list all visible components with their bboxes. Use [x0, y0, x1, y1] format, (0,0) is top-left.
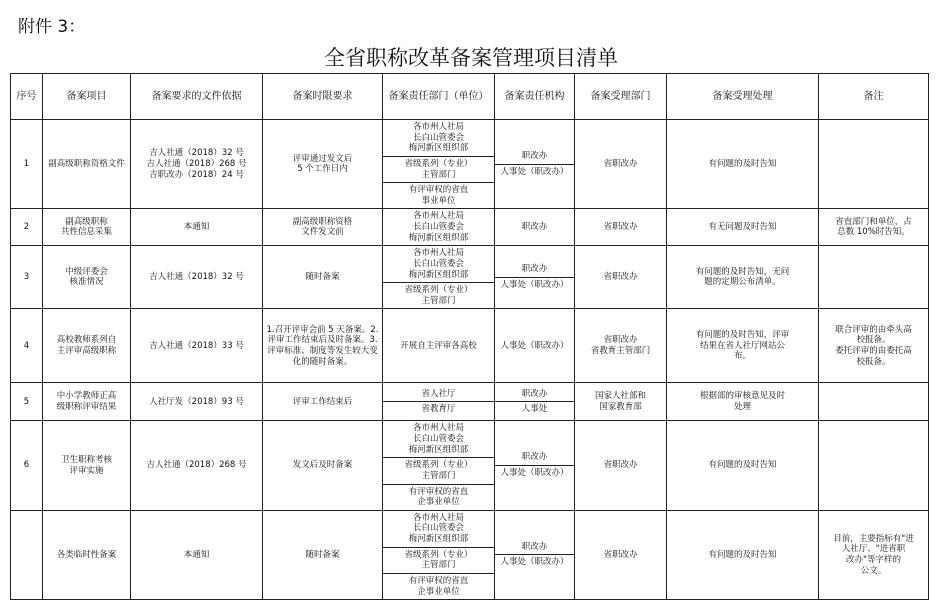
cell-basis: 本通知: [131, 510, 263, 599]
cell-dept-entry: 省级系列（专业） 主管部门: [383, 457, 494, 483]
cell-note: [819, 383, 929, 421]
cell-org-entry: 职改办: [521, 452, 548, 463]
cell-handle: 有问题的及时告知: [667, 421, 819, 510]
cell-note: [819, 421, 929, 510]
cell-deadline: 评审工作结束后: [263, 383, 383, 421]
cell-no: 5: [11, 383, 43, 421]
cell-dept: [383, 383, 495, 421]
table-body: [11, 120, 929, 600]
cell-dept-entry: 各市州人社局 长白山管委会 梅河新区组织部: [408, 122, 469, 154]
cell-note: [819, 246, 929, 309]
cell-org: [495, 383, 575, 421]
cell-org-entry: 职改办: [521, 264, 548, 275]
cell-handle: 有问题的及时告知，无问 题的定期公布清单。: [667, 246, 819, 309]
table-row: [11, 120, 929, 209]
cell-handle: 有问题的及时告知，评审 结果在省人社厅网站公 布。: [667, 309, 819, 383]
cell-no: [11, 510, 43, 599]
cell-no: 4: [11, 309, 43, 383]
cell-dept-entry: 开展自主评审各高校: [400, 340, 477, 351]
cell-dept-entry: 各市州人社局 长白山管委会 梅河新区组织部: [408, 423, 469, 455]
cell-org-entry: 人事处（职改办）: [500, 340, 569, 351]
table-row: [11, 510, 929, 599]
header-row: [11, 74, 929, 120]
cell-dept: [383, 120, 495, 209]
cell-org: [495, 309, 575, 383]
cell-dept-entry: 有评审权的省直 企事业单位: [383, 573, 494, 599]
cell-no: 1: [11, 120, 43, 209]
cell-deadline: 1.召开评审会前 5 天备案。2.评审工作结束后及时备案。3.评审标准、制度等发生较大变化的随时备案。: [263, 309, 383, 383]
col-header-item: 备案项目: [43, 74, 131, 120]
cell-dept-entry: 各市州人社局 长白山管委会 梅河新区组织部: [408, 512, 469, 544]
cell-dept: [383, 309, 495, 383]
cell-org-entry: 职改办: [521, 541, 548, 552]
cell-dept-entry: 有评审权的省直 企事业单位: [383, 484, 494, 510]
cell-org-entry: 职改办: [521, 388, 548, 399]
cell-basis: 吉人社通（2018）32 号 吉人社通（2018）268 号 吉职改办（2018）24 号: [131, 120, 263, 209]
cell-dept-entry: 有评审权的省直 事业单位: [383, 182, 494, 208]
cell-org-entry: 人事处（职改办）: [495, 465, 574, 481]
cell-note: 目前，主要指标有"进 人社厅、"进省职 改办"等字样的 公文。: [819, 510, 929, 599]
cell-recv: 国家人社部和 国家教育部: [575, 383, 667, 421]
cell-item: 副高级职称资格文件: [43, 120, 131, 209]
col-header-deadline: 备案时限要求: [263, 74, 383, 120]
registry-table: [10, 73, 929, 600]
cell-dept: [383, 209, 495, 246]
cell-deadline: 评审通过发文后 5 个工作日内: [263, 120, 383, 209]
cell-no: 2: [11, 209, 43, 246]
cell-basis: 吉人社通（2018）32 号: [131, 246, 263, 309]
cell-org: [495, 246, 575, 309]
cell-org: [495, 120, 575, 209]
cell-dept-entry: 省级系列（专业） 主管部门: [383, 547, 494, 573]
col-header-dept: 备案责任部门（单位）: [383, 74, 495, 120]
cell-no: 3: [11, 246, 43, 309]
cell-item: 中小学教师正高 级职称评审结果: [43, 383, 131, 421]
cell-handle: 有问题的及时告知: [667, 120, 819, 209]
cell-dept-entry: 各市州人社局 长白山管委会 梅河新区组织部: [408, 248, 469, 280]
cell-org-entry: 人事处（职改办）: [495, 277, 574, 293]
cell-org-entry: 人事处: [495, 401, 574, 417]
col-header-org: 备案责任机构: [495, 74, 575, 120]
cell-org: [495, 209, 575, 246]
cell-item: 中级评委会 核准情况: [43, 246, 131, 309]
cell-basis: 本通知: [131, 209, 263, 246]
cell-dept-entry: 省教育厅: [383, 401, 494, 417]
table-row: [11, 209, 929, 246]
cell-dept: [383, 421, 495, 510]
cell-basis: 人社厅发（2018）93 号: [131, 383, 263, 421]
cell-note: 联合评审的由牵头高 校报备。 委托评审的由委托高 校报备。: [819, 309, 929, 383]
attachment-label: 附件 3：: [18, 17, 86, 37]
table-row: [11, 421, 929, 510]
cell-dept-entry: 各市州人社局 长白山管委会 梅河新区组织部: [408, 211, 469, 243]
table-row: [11, 383, 929, 421]
table-row: [11, 309, 929, 383]
cell-recv: 省职改办: [575, 209, 667, 246]
cell-org-entry: 人事处（职改办）: [495, 164, 574, 180]
cell-recv: 省职改办: [575, 510, 667, 599]
cell-note: [819, 120, 929, 209]
col-header-note: 备注: [819, 74, 929, 120]
cell-org-entry: 职改办: [521, 151, 548, 162]
cell-recv: 省职改办 省教育主管部门: [575, 309, 667, 383]
cell-no: 6: [11, 421, 43, 510]
cell-dept-entry: 省级系列（专业） 主管部门: [383, 156, 494, 182]
cell-handle: 有问题的及时告知: [667, 510, 819, 599]
cell-item: 副高级职称 共性信息采集: [43, 209, 131, 246]
cell-org-entry: 人事处（职改办）: [495, 554, 574, 570]
cell-recv: 省职改办: [575, 120, 667, 209]
cell-recv: 省职改办: [575, 246, 667, 309]
col-header-basis: 备案要求的文件依据: [131, 74, 263, 120]
cell-dept: [383, 246, 495, 309]
cell-basis: 吉人社通（2018）268 号: [131, 421, 263, 510]
col-header-recv: 备案受理部门: [575, 74, 667, 120]
cell-org-entry: 职改办: [521, 222, 548, 232]
table-row: [11, 246, 929, 309]
cell-item: 各类临时性备案: [43, 510, 131, 599]
col-header-handle: 备案受理处理: [667, 74, 819, 120]
cell-org: [495, 421, 575, 510]
col-header-no: 序号: [11, 74, 43, 120]
cell-item: 卫生职称考核 评审实施: [43, 421, 131, 510]
cell-handle: 根据部的审核意见及时 处理: [667, 383, 819, 421]
cell-note: 省直部门和单位，占 总数 10%时告知。: [819, 209, 929, 246]
cell-dept-entry: 省人社厅: [421, 388, 456, 399]
cell-deadline: 随时备案: [263, 510, 383, 599]
cell-deadline: 副高级职称资格 文件发文前: [263, 209, 383, 246]
document-title: 全省职称改革备案管理项目清单: [324, 46, 618, 70]
cell-dept: [383, 510, 495, 599]
cell-handle: 有无问题及时告知: [667, 209, 819, 246]
cell-recv: 省职改办: [575, 421, 667, 510]
cell-item: 高校教师系列自 主评审高级职称: [43, 309, 131, 383]
cell-deadline: 发文后及时备案: [263, 421, 383, 510]
cell-deadline: 随时备案: [263, 246, 383, 309]
cell-dept-entry: 省级系列（专业） 主管部门: [383, 282, 494, 308]
cell-org: [495, 510, 575, 599]
cell-basis: 吉人社通（2018）33 号: [131, 309, 263, 383]
